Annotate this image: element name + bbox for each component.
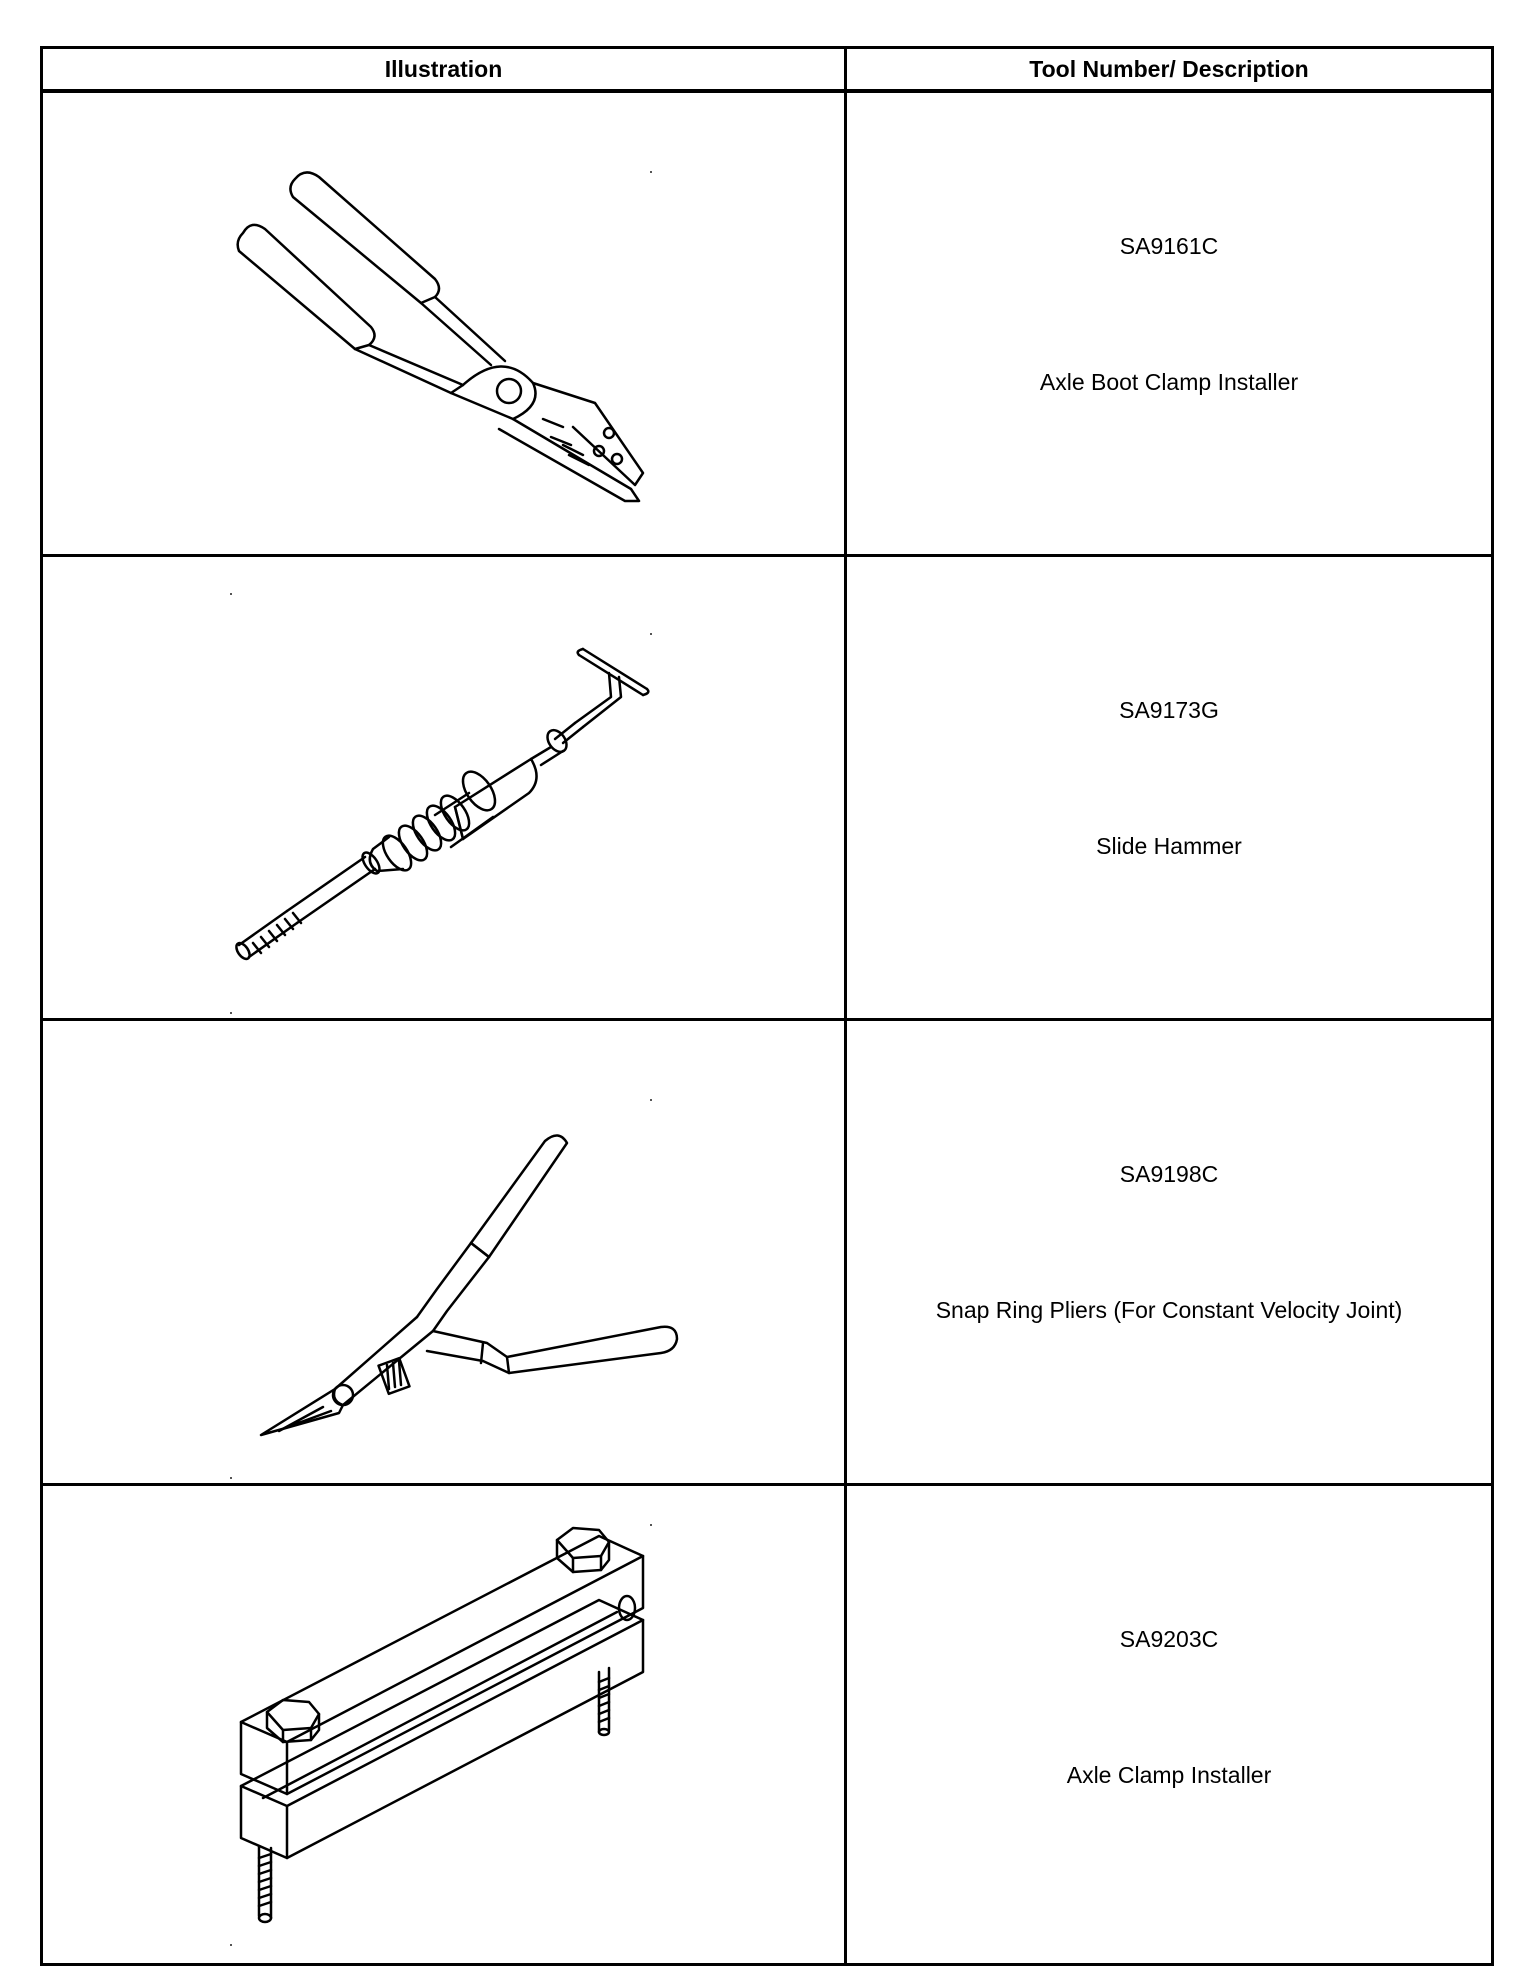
tool-table — [40, 46, 1494, 1966]
tool-description: Axle Clamp Installer — [1066, 1762, 1272, 1788]
description-cell — [847, 93, 1491, 554]
table-row — [43, 557, 1491, 1018]
illustration-cell — [43, 93, 844, 554]
header-tool-description: Tool Number/ Description — [1029, 56, 1309, 82]
tool-number: SA9198C — [1119, 1161, 1219, 1187]
slide-hammer-icon — [43, 557, 844, 1018]
clamp-pliers-icon — [43, 93, 844, 554]
description-cell — [847, 557, 1491, 1018]
tool-description: Slide Hammer — [1096, 833, 1242, 859]
axle-clamp-icon — [43, 1486, 844, 1963]
snap-ring-pliers-icon — [43, 1021, 844, 1483]
tool-number: SA9203C — [1119, 1626, 1219, 1652]
description-cell — [847, 1021, 1491, 1483]
illustration-cell — [43, 1021, 844, 1483]
tool-description: Snap Ring Pliers (For Constant Velocity Joint) — [935, 1297, 1403, 1323]
header-illustration: Illustration — [384, 56, 503, 82]
table-row — [43, 1486, 1491, 1963]
illustration-cell — [43, 1486, 844, 1963]
tool-description: Axle Boot Clamp Installer — [1039, 369, 1299, 395]
table-header — [43, 49, 1491, 93]
table-row — [43, 1021, 1491, 1483]
table-row — [43, 93, 1491, 554]
tool-number: SA9161C — [1119, 233, 1219, 259]
description-cell — [847, 1486, 1491, 1963]
tool-number: SA9173G — [1119, 697, 1219, 723]
illustration-cell — [43, 557, 844, 1018]
